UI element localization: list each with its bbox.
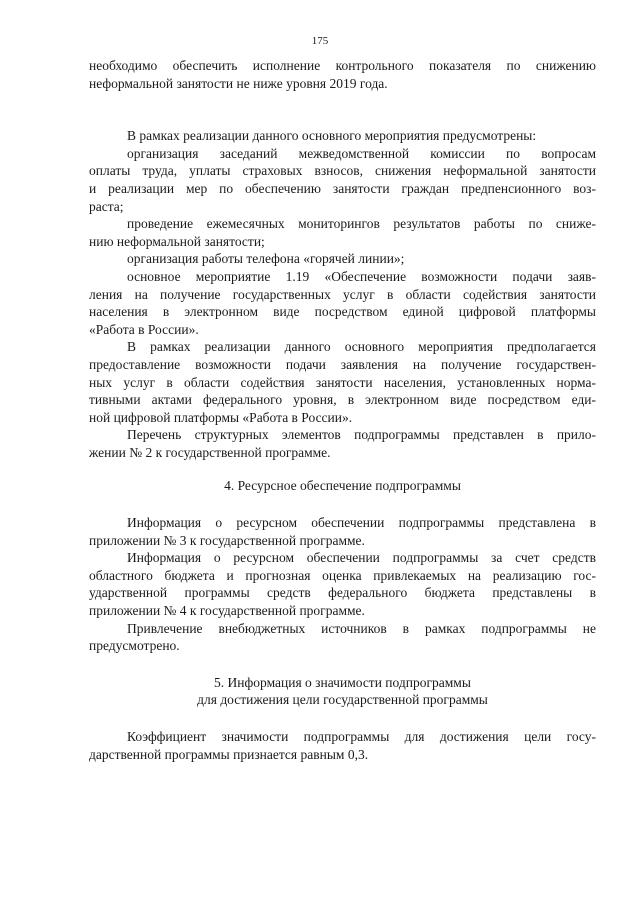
text-line: необходимо обеспечить исполнение контрольного показателя по снижению [89,58,596,73]
text-line: приложении № 3 к государственной программе. [89,532,365,548]
text-line: ной цифровой платформы «Работа в России». [89,409,353,425]
text-line: «Работа в России». [89,321,199,337]
paragraph [89,215,596,250]
text-line: неформальной занятости не ниже уровня 2019 года. [89,75,388,91]
paragraph [89,145,596,215]
paragraph [89,127,596,145]
text-line: Привлечение внебюджетных источников в рамках подпрограммы не [127,620,596,636]
text-line: дарственной программы признается равным 0,3. [89,746,369,762]
text-line: тивными актами федерального уровня, в электронном виде посредством еди- [89,392,596,408]
text-line: раста; [89,198,124,214]
text-line: населения в электронном виде посредством единой цифровой платформы [89,304,596,320]
paragraph [89,620,596,655]
text-line: 5. Информация о значимости подпрограммы [214,674,471,690]
text-line: оплаты труда, уплаты страховых взносов, снижения неформальной занятости [89,163,596,179]
text-line: проведение ежемесячных мониторингов результатов работы по сниже- [127,216,596,232]
text-line: В рамках реализации данного основного мероприятия предполагается [127,339,596,355]
text-line: В рамках реализации данного основного мероприятия предусмотрены: [127,128,537,144]
body-text [89,57,596,763]
paragraph [89,728,596,763]
text-line: предоставление возможности подачи заявления на получение государствен- [89,356,596,372]
text-line: ления на получение государственных услуг в области содействия занятости [89,286,596,302]
text-line: ных услуг в области содействия занятости населения, установленных норма- [89,374,596,390]
text-line: организация заседаний межведомственной комиссии по вопросам [127,145,596,161]
text-line: областного бюджета и прогнозная оценка привлекаемых на реализацию гос- [89,567,596,583]
text-line: предусмотрено. [89,638,180,654]
text-line: жении № 2 к государственной программе. [89,444,331,460]
section-heading [89,674,596,709]
paragraph [89,250,596,268]
paragraph [89,338,596,426]
paragraph [89,426,596,461]
text-line: Информация о ресурсном обеспечении подпрограммы представлена в [127,515,596,531]
paragraph [89,57,596,92]
paragraph [89,549,596,619]
text-line: приложении № 4 к государственной программе. [89,603,365,619]
text-line: организация работы телефона «горячей линии»; [127,251,405,267]
text-line: основное мероприятие 1.19 «Обеспечение возможности подачи заяв- [127,268,596,284]
text-line: Информация о ресурсном обеспечении подпрограммы за счет средств [127,550,596,566]
text-line: и реализации мер по обеспечению занятости граждан предпенсионного воз- [89,180,596,196]
text-line: Перечень структурных элементов подпрограммы представлен в прило- [127,427,596,443]
text-line: 4. Ресурсное обеспечение подпрограммы [224,478,461,494]
text-line: Коэффициент значимости подпрограммы для достижения цели госу- [127,729,596,744]
paragraph [89,514,596,549]
page-number: 175 [311,35,329,47]
paragraph [89,268,596,338]
text-line: для достижения цели государственной программы [197,692,488,708]
text-line: нию неформальной занятости; [89,233,265,249]
section-heading [89,477,596,495]
text-line: ударственной программы средств федерального бюджета представлены в [89,585,596,601]
